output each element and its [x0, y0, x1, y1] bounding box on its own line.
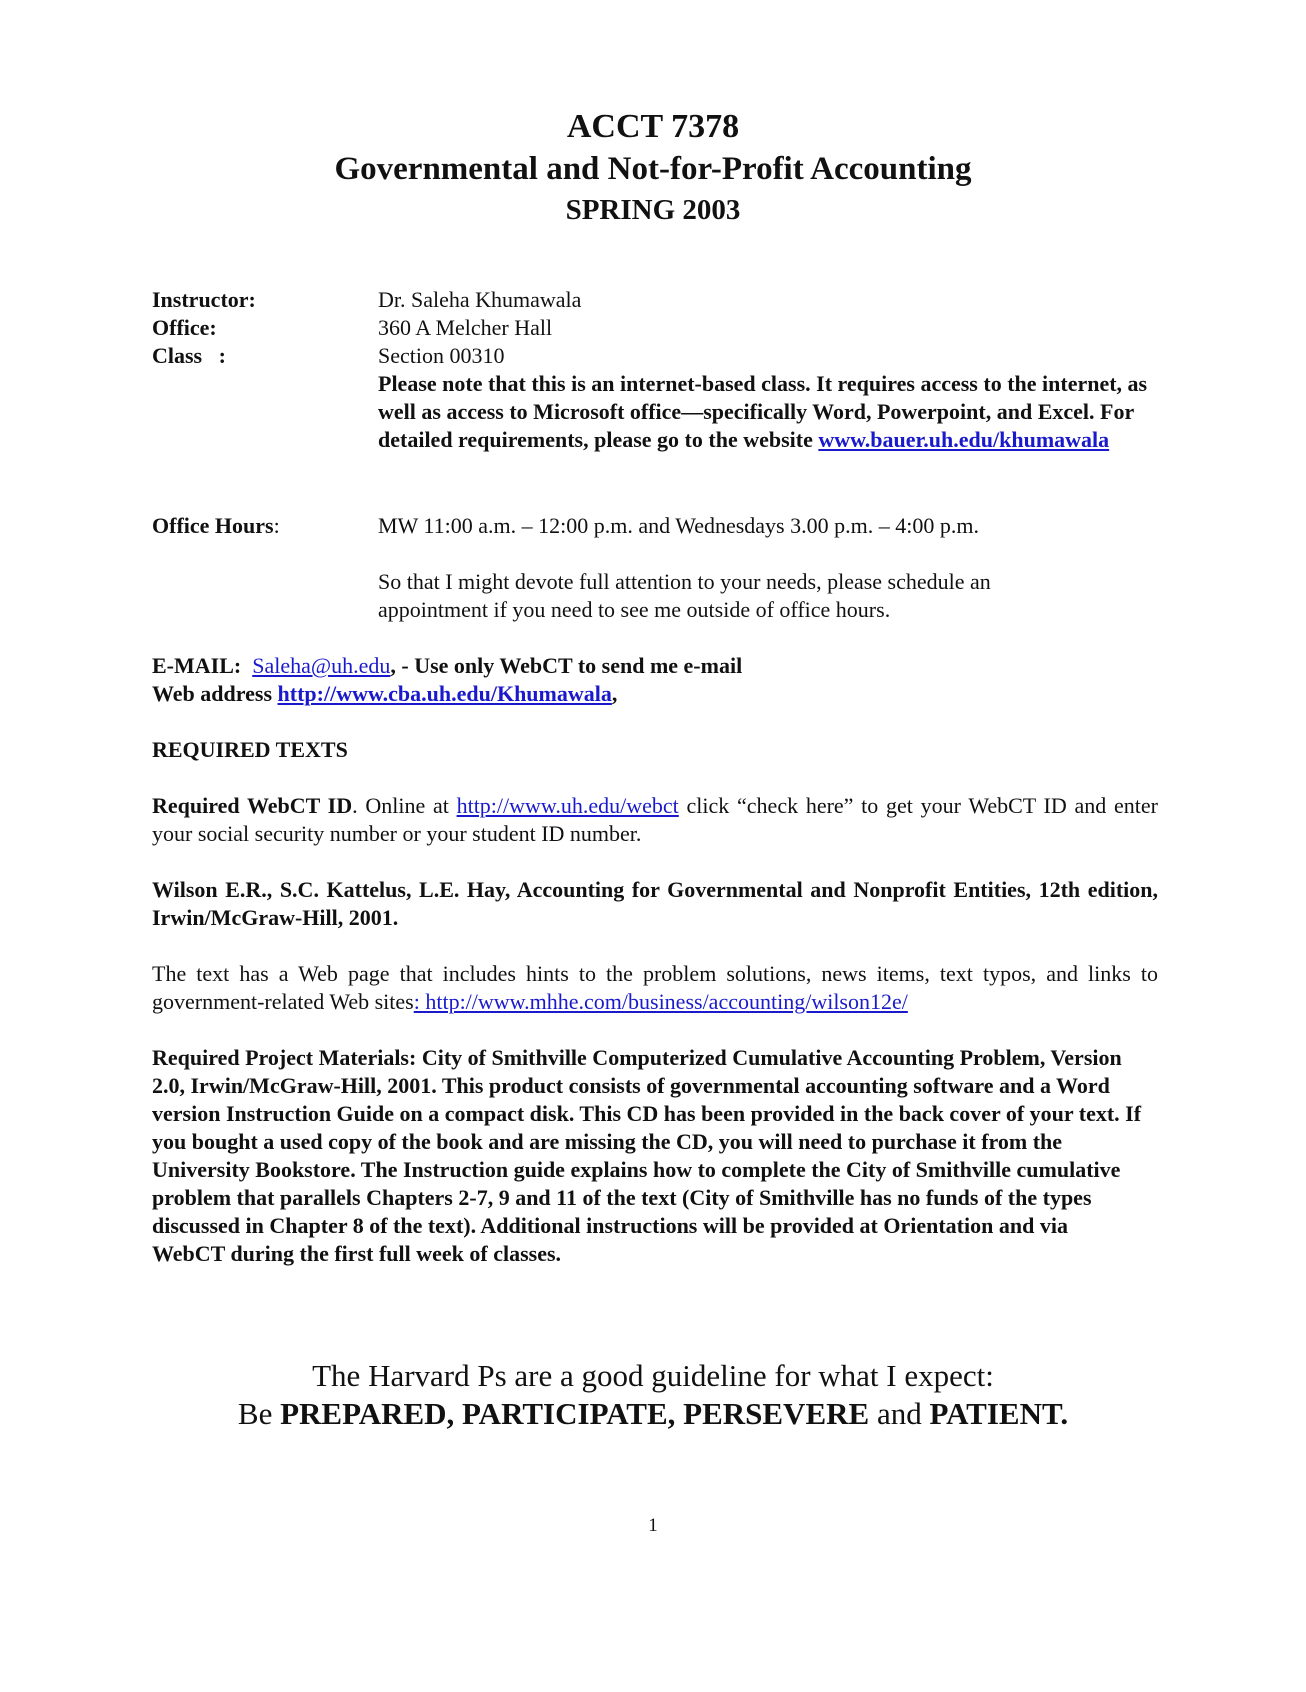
- textbook-web-text: The text has a Web page that includes hints to the problem solutions, news items, text typos, and links to government-related Web sites: [152, 961, 1158, 1014]
- web-address-link[interactable]: http://www.cba.uh.edu/Khumawala: [277, 681, 612, 706]
- email-note: , - Use only WebCT to send me e-mail: [390, 653, 743, 678]
- office-label: Office:: [152, 315, 217, 340]
- web-address-trail: ,: [611, 681, 618, 706]
- web-address-label: Web address: [152, 681, 278, 706]
- harvard-patient: PATIENT.: [929, 1396, 1069, 1431]
- office-hours-note: So that I might devote full attention to your needs, please schedule an appointment if you need to see me outside of office hours.: [378, 569, 991, 622]
- email-label: E-MAIL:: [152, 653, 242, 678]
- email-line: [152, 652, 1158, 680]
- harvard-line-1: The Harvard Ps are a good guideline for what I expect:: [312, 1358, 994, 1393]
- project-materials-paragraph: Required Project Materials: City of Smithville Computerized Cumulative Accounting Problem, Version 2.0, Irwin/McGraw-Hill, 2001. This product consists of governmental accounting software and a Word version Instruction Guide on a compact disk. This CD has been provided in the back cover of your text. If you bought a used copy of the book and are missing the CD, you will need to purchase it from the University Bookstore. The Instruction guide explains how to complete the City of Smithville cumulative problem that parallels Chapters 2-7, 9 and 11 of the text (City of Smithville has no funds of the types discussed in Chapter 8 of the text). Additional instructions will be provided at Orientation and via WebCT during the first full week of classes.: [152, 1045, 1142, 1266]
- office-hours-label-text: Office Hours: [152, 513, 274, 538]
- website-link[interactable]: www.bauer.uh.edu/khumawala: [818, 427, 1110, 452]
- class-label: Class :: [152, 343, 226, 368]
- harvard-and: and: [869, 1396, 930, 1431]
- course-title: Governmental and Not-for-Profit Accounting: [334, 151, 972, 187]
- office-value: 360 A Melcher Hall: [378, 315, 553, 340]
- textbook-citation: Wilson E.R., S.C. Kattelus, L.E. Hay, Accounting for Governmental and Nonprofit Entities, 12th edition, Irwin/McGraw-Hill, 2001.: [152, 877, 1158, 930]
- instructor-value: Dr. Saleha Khumawala: [378, 287, 582, 312]
- course-term: SPRING 2003: [565, 194, 741, 226]
- class-note: [378, 370, 1168, 454]
- page-number: 1: [648, 1515, 658, 1536]
- harvard-line-2: [0, 1395, 1306, 1433]
- class-section: Section 00310: [378, 343, 505, 368]
- webct-pre: . Online at: [352, 793, 457, 818]
- harvard-ps: PREPARED, PARTICIPATE, PERSEVERE: [280, 1396, 870, 1431]
- required-texts-heading: REQUIRED TEXTS: [152, 737, 348, 762]
- web-address-line: [152, 680, 1158, 708]
- course-code: ACCT 7378: [566, 108, 740, 145]
- webct-link[interactable]: http://www.uh.edu/webct: [456, 793, 679, 818]
- office-hours-value: MW 11:00 a.m. – 12:00 p.m. and Wednesdays 3.00 p.m. – 4:00 p.m.: [378, 513, 979, 538]
- class-note-text: Please note that this is an internet-based class. It requires access to the internet, as well as access to Microsoft office—specifically Word, Powerpoint, and Excel. For detailed requirements, please go to the website: [378, 371, 1148, 452]
- textbook-web-link[interactable]: : http://www.mhhe.com/business/accounting/wilson12e/: [413, 989, 908, 1014]
- email-link[interactable]: Saleha@uh.edu: [252, 653, 391, 678]
- office-hours-colon: :: [273, 513, 280, 538]
- webct-post: click “check here” to get your WebCT ID and enter your social security number or your student ID number.: [152, 793, 1158, 846]
- webct-label: Required WebCT ID: [152, 793, 353, 818]
- office-hours-label: [152, 512, 280, 540]
- webct-paragraph: [152, 792, 1158, 848]
- instructor-label: Instructor:: [152, 287, 256, 312]
- harvard-be: Be: [237, 1396, 281, 1431]
- textbook-web-paragraph: [152, 960, 1158, 1016]
